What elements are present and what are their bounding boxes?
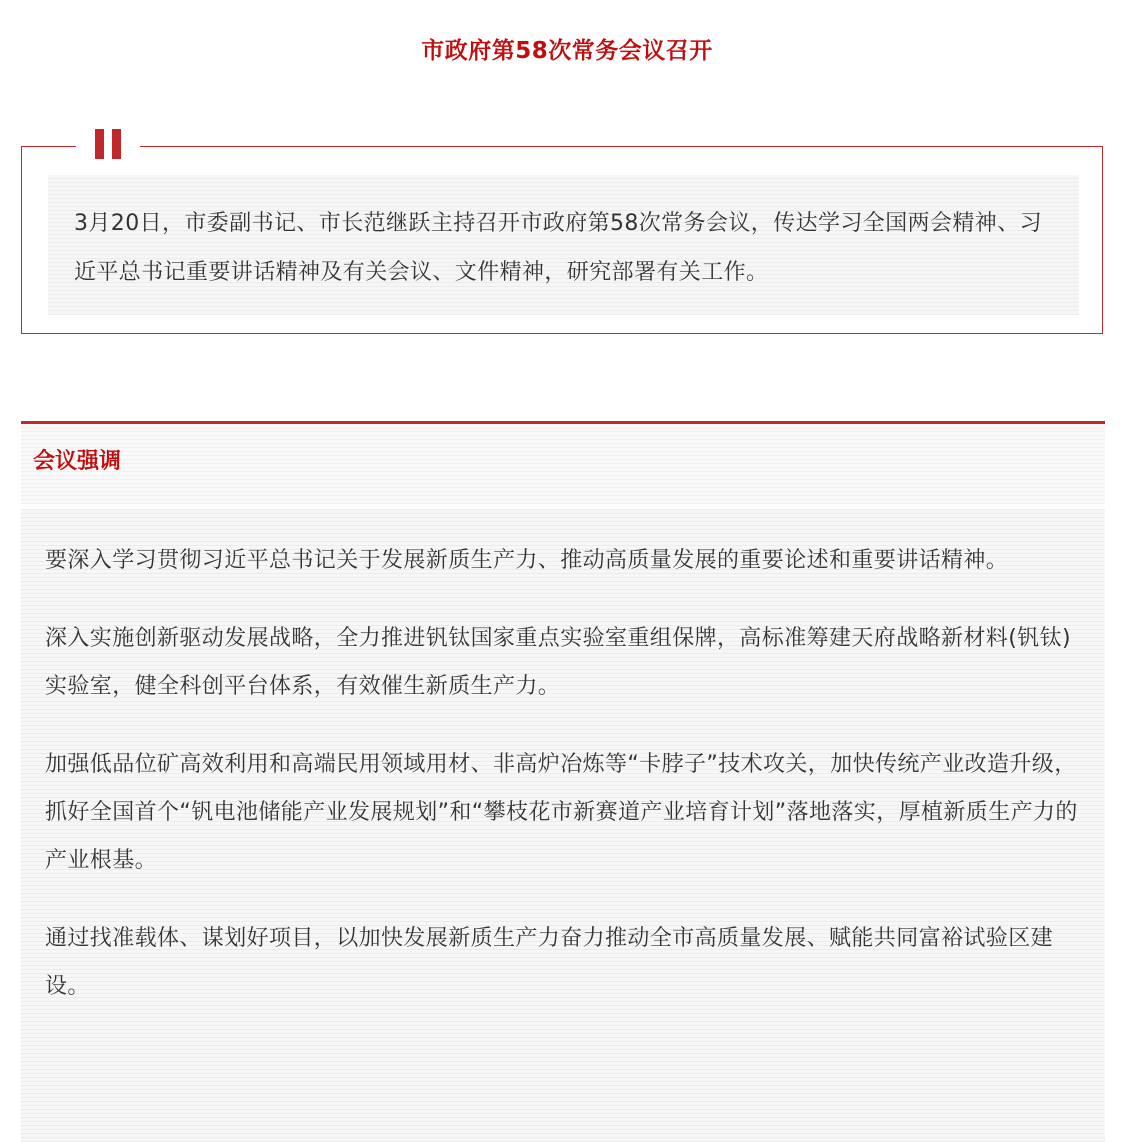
body-paragraph: 深入实施创新驱动发展战略，全力推进钒钛国家重点实验室重组保牌，高标准筹建天府战略新材料(钒钛)实验室，健全科创平台体系，有效催生新质生产力。 bbox=[45, 626, 1071, 699]
body-paragraph: 通过找准载体、谋划好项目，以加快发展新质生产力奋力推动全市高质量发展、赋能共同富裕试验区建设。 bbox=[45, 926, 1054, 999]
marker-bar bbox=[112, 129, 121, 159]
quote-marker-icon bbox=[76, 129, 140, 163]
summary-panel bbox=[48, 175, 1079, 315]
marker-bar bbox=[95, 129, 104, 159]
emphasis-section bbox=[21, 421, 1105, 1142]
body-paragraph: 加强低品位矿高效利用和高端民用领域用材、非高炉冶炼等“卡脖子”技术攻关，加快传统产业改造升级，抓好全国首个“钒电池储能产业发展规划”和“攀枝花市新赛道产业培育计划”落地落实，厚植新质生产力的产业根基。 bbox=[45, 752, 1078, 873]
page-title: 市政府第58次常务会议召开 bbox=[421, 38, 713, 65]
body-paragraph: 要深入学习贯彻习近平总书记关于发展新质生产力、推动高质量发展的重要论述和重要讲话精神。 bbox=[45, 548, 1009, 573]
section-title: 会议强调 bbox=[33, 449, 122, 474]
summary-text: 3月20日，市委副书记、市长范继跃主持召开市政府第58次常务会议，传达学习全国两会精神、习近平总书记重要讲话精神及有关会议、文件精神，研究部署有关工作。 bbox=[74, 211, 1042, 285]
section-body bbox=[21, 509, 1105, 1142]
summary-box bbox=[21, 146, 1103, 334]
section-header bbox=[21, 424, 1105, 504]
